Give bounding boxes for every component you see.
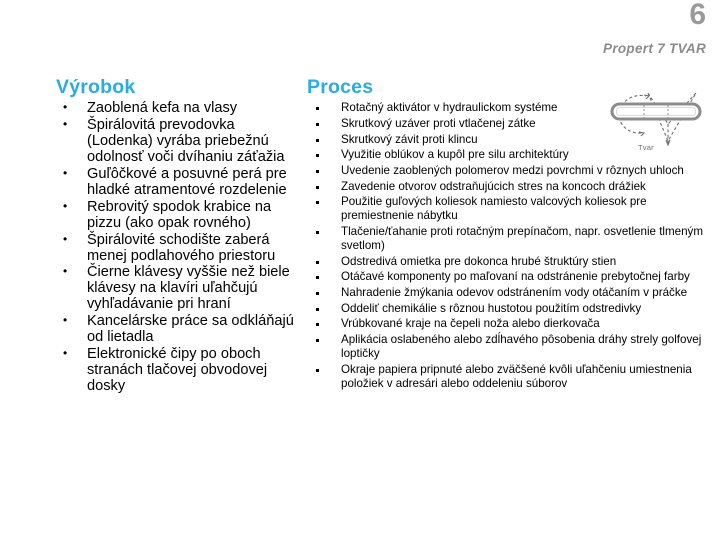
list-item: Oddeliť chemikálie s rôznou hustotou použitím odstredivky — [307, 302, 707, 316]
list-item: • Zaoblená kefa na vlasy — [56, 101, 304, 117]
list-item: • Špirálovité schodište zaberá menej podlahového priestoru — [56, 233, 304, 265]
list-item: Nahradenie žmýkania odevov odstránením vody otáčaním v práčke — [307, 286, 707, 300]
deck-label: Propert 7 TVAR — [603, 41, 706, 56]
list-item: Okraje papiera pripnuté alebo zväčšené kvôli uľahčeniu umiestnenia položiek v adresári alebo oddeleniu súborov — [307, 363, 707, 391]
tvar-caption: Tvar — [638, 143, 654, 152]
column-vyrobok — [56, 76, 304, 396]
list-item: Skrutkový závit proti klincu — [307, 133, 707, 147]
list-item: Tlačenie/ťahanie proti rotačným prepínačom, napr. osvetlenie tlmeným svetlom) — [307, 225, 707, 253]
slide-number: 6 — [689, 0, 706, 31]
list-item: • Kancelárske práce sa odkláňajú od lietadla — [56, 314, 304, 346]
list-item: Otáčavé komponenty po maľovaní na odstránenie prebytočnej farby — [307, 270, 707, 284]
list-item: Odstredivá omietka pre dokonca hrubé štruktúry stien — [307, 255, 707, 269]
tvar-shape-diagram — [604, 93, 712, 163]
bullet-list-vyrobok — [56, 101, 304, 394]
list-item: Rotačný aktivátor v hydraulickom systéme — [307, 101, 707, 115]
column-title-vyrobok: Výrobok — [56, 76, 136, 98]
list-item: Aplikácia oslabeného alebo zdĺhavého pôsobenia dráhy strely golfovej loptičky — [307, 333, 707, 361]
list-item: Zavedenie otvorov odstraňujúcich stres na koncoch drážiek — [307, 180, 707, 194]
list-item: Vrúbkované kraje na čepeli noža alebo dierkovača — [307, 317, 707, 331]
column-title-proces: Proces — [307, 76, 374, 98]
list-item: • Čierne klávesy vyššie než biele klávesy na klavíri uľahčujú vyhľadávanie pri hraní — [56, 265, 304, 313]
list-item: Použitie guľových koliesok namiesto valcových koliesok pre premiestnenie nábytku — [307, 195, 707, 223]
list-item: • Rebrovitý spodok krabice na pizzu (ako opak rovného) — [56, 200, 304, 232]
list-item: Uvedenie zaoblených polomerov medzi povrchmi v rôznych uhloch — [307, 164, 707, 178]
list-item: Využitie oblúkov a kupôl pre silu architektúry — [307, 148, 707, 162]
list-item: • Guľôčkové a posuvné perá pre hladké atramentové rozdelenie — [56, 167, 304, 199]
list-item: Skrutkový uzáver proti vtlačenej zátke — [307, 117, 707, 131]
list-item: • Špirálovitá prevodovka (Lodenka) vyrába priebežnú odolnosť voči dvíhaniu záťažia — [56, 118, 304, 166]
list-item: • Elektronické čipy po oboch stranách tlačovej obvodovej dosky — [56, 347, 304, 395]
